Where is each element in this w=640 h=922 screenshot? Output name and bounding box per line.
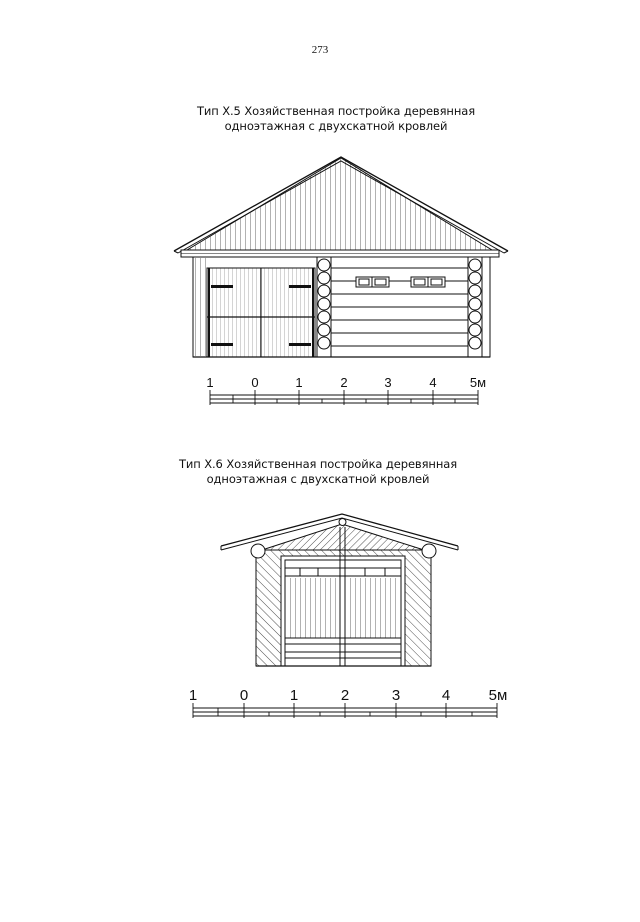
building-x5-title-line1: Тип X.5 Хозяйственная постройка деревянная <box>196 104 476 118</box>
scale2-label-0: 0 <box>239 687 249 704</box>
building-x5-log-corner-right <box>468 257 482 357</box>
scale1-label-3: 3 <box>384 375 392 390</box>
scale1-label-1: 1 <box>295 375 303 390</box>
page-number: 273 <box>311 44 329 56</box>
scale1-label-0: 0 <box>251 375 259 390</box>
scale1-label-2: 2 <box>340 375 348 390</box>
scale1-label-5m: 5м <box>469 375 487 390</box>
building-x6-scale-bar <box>189 687 508 718</box>
building-x5-window-right <box>411 277 445 287</box>
building-x5-window-left <box>356 277 389 287</box>
scale1-label-4: 4 <box>429 375 437 390</box>
building-x5-log-wall <box>331 268 468 346</box>
scale2-label-4: 4 <box>441 687 451 704</box>
scale2-label-5m: 5м <box>488 687 508 704</box>
scale2-label-1: 1 <box>289 687 299 704</box>
building-x5-title-line2: одноэтажная с двухскатной кровлей <box>224 119 448 133</box>
scale2-label-2: 2 <box>340 687 350 704</box>
scale2-label-minus1: 1 <box>188 687 198 704</box>
building-x5-scale-bar <box>206 375 486 405</box>
building-x5-elevation <box>174 155 508 357</box>
scale1-label-minus1: 1 <box>206 375 214 390</box>
building-x6-title-line1: Тип X.6 Хозяйственная постройка деревянная <box>178 457 458 471</box>
building-x5-log-corner-left <box>317 257 331 357</box>
scale2-label-3: 3 <box>391 687 401 704</box>
building-x6-title-line2: одноэтажная с двухскатной кровлей <box>206 472 430 486</box>
building-x6-elevation <box>221 514 458 666</box>
